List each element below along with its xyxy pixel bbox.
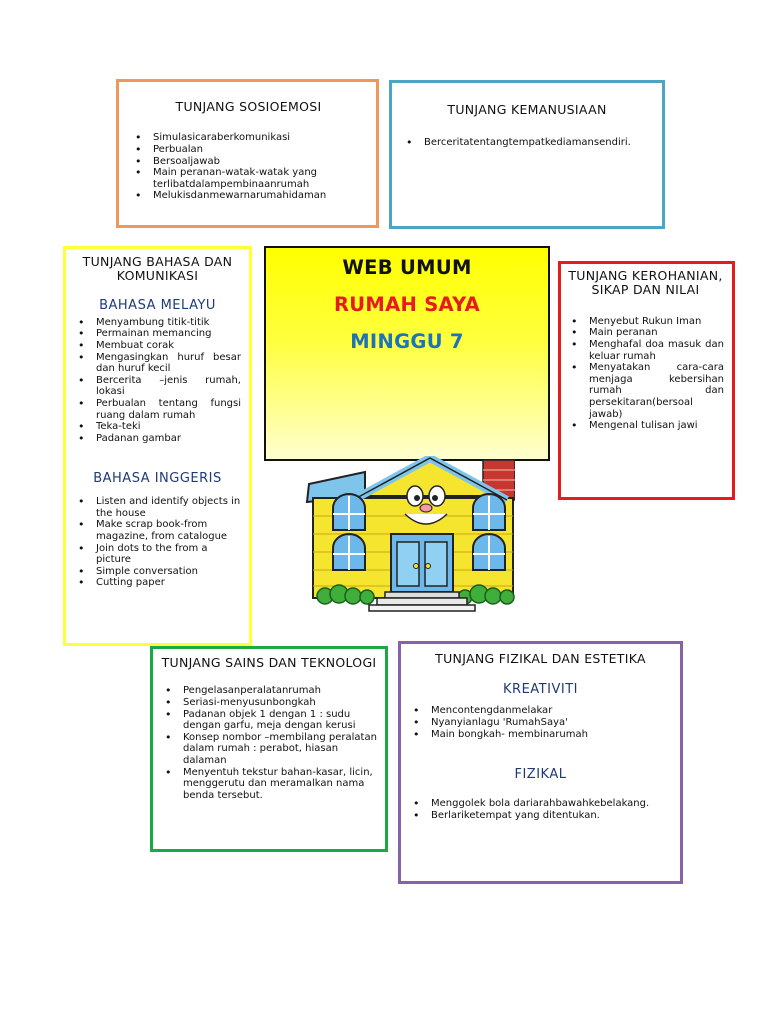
kerohanian-box bbox=[558, 261, 735, 500]
list-item: • Main bongkah- membinarumah bbox=[431, 729, 672, 741]
list-item: • Melukisdanmewarnarumahidaman bbox=[153, 190, 366, 202]
kerohanian-title: TUNJANG KEROHANIAN, SIKAP DAN NILAI bbox=[568, 268, 723, 298]
kemanusiaan-list bbox=[402, 137, 652, 149]
kreativiti-title: KREATIVITI bbox=[503, 682, 578, 698]
list-item: • Cutting paper bbox=[96, 577, 241, 589]
list-item: • Padanan gambar bbox=[96, 433, 241, 445]
bahasa-inggeris-list bbox=[74, 496, 241, 589]
fizikal-title: TUNJANG FIZIKAL DAN ESTETIKA bbox=[435, 651, 646, 666]
sains-list bbox=[161, 685, 377, 801]
fizikal-subtitle: FIZIKAL bbox=[514, 767, 567, 783]
bahasa-inggeris-title: BAHASA INGGERIS bbox=[93, 471, 222, 487]
sosioemosi-box bbox=[116, 79, 379, 228]
web-umum-heading: WEB UMUM bbox=[342, 256, 472, 279]
list-item: • Berlariketempat yang ditentukan. bbox=[431, 810, 672, 822]
list-item: • Mengasingkan huruf besar dan huruf kecil bbox=[96, 352, 241, 375]
sosioemosi-title: TUNJANG SOSIOEMOSI bbox=[175, 99, 322, 114]
bahasa-box bbox=[63, 246, 252, 646]
list-item: • Mencontengdanmelakar bbox=[431, 705, 672, 717]
list-item: • Mengenal tulisan jawi bbox=[589, 420, 724, 432]
list-item: • Berceritatentangtempatkediamansendiri. bbox=[424, 137, 652, 149]
list-item: • Listen and identify objects in the house bbox=[96, 496, 241, 519]
list-item: • Seriasi-menyusunbongkah bbox=[183, 697, 377, 709]
list-item: • Bersoaljawab bbox=[153, 156, 366, 168]
minggu-heading: MINGGU 7 bbox=[350, 330, 464, 353]
list-item: • Menghafal doa masuk dan keluar rumah bbox=[589, 339, 724, 362]
list-item: • Menggolek bola dariarahbawahkebelakang. bbox=[431, 798, 672, 810]
sains-box bbox=[150, 646, 388, 852]
list-item: • Simple conversation bbox=[96, 566, 241, 578]
bahasa-melayu-title: BAHASA MELAYU bbox=[99, 297, 216, 313]
list-item: • Join dots to the from a picture bbox=[96, 543, 241, 566]
list-item: • Main peranan bbox=[589, 327, 724, 339]
bahasa-melayu-list bbox=[74, 317, 241, 445]
list-item: • Perbualan tentang fungsi ruang dalam rumah bbox=[96, 398, 241, 421]
kreativiti-list bbox=[409, 705, 672, 740]
list-item: • Main peranan-watak-watak yang terlibatdalampembinaanrumah bbox=[153, 167, 366, 190]
list-item: • Bercerita –jenis rumah, lokasi bbox=[96, 375, 241, 398]
sosioemosi-list bbox=[131, 132, 366, 202]
rumah-saya-heading: RUMAH SAYA bbox=[333, 293, 481, 316]
web-umum-box bbox=[264, 246, 550, 461]
list-item: • Padanan objek 1 dengan 1 : sudu dengan garfu, meja dengan kerusi bbox=[183, 709, 377, 732]
list-item: • Teka-teki bbox=[96, 421, 241, 433]
list-item: • Make scrap book-from magazine, from catalogue bbox=[96, 519, 241, 542]
list-item: • Pengelasanperalatanrumah bbox=[183, 685, 377, 697]
fizikal-list bbox=[409, 798, 672, 821]
list-item: • Menyentuh tekstur bahan-kasar, licin, menggerutu dan meramalkan nama benda tersebut. bbox=[183, 767, 377, 802]
kemanusiaan-title: TUNJANG KEMANUSIAAN bbox=[447, 102, 607, 117]
list-item: • Permainan memancing bbox=[96, 328, 241, 340]
list-item: • Nyanyianlagu 'RumahSaya' bbox=[431, 717, 672, 729]
house-illustration bbox=[305, 456, 515, 612]
fizikal-box bbox=[398, 641, 683, 884]
list-item: • Simulasicaraberkomunikasi bbox=[153, 132, 366, 144]
list-item: • Menyambung titik-titik bbox=[96, 317, 241, 329]
list-item: • Membuat corak bbox=[96, 340, 241, 352]
kerohanian-list bbox=[567, 316, 724, 432]
bahasa-title: TUNJANG BAHASA DAN KOMUNIKASI bbox=[82, 254, 233, 284]
list-item: • Menyatakan cara-cara menjaga kebersihan rumah dan persekitaran(bersoal jawab) bbox=[589, 362, 724, 420]
list-item: • Perbualan bbox=[153, 144, 366, 156]
list-item: • Menyebut Rukun Iman bbox=[589, 316, 724, 328]
kemanusiaan-box bbox=[389, 80, 665, 229]
list-item: • Konsep nombor –membilang peralatan dalam rumah : perabot, hiasan dalaman bbox=[183, 732, 377, 767]
sains-title: TUNJANG SAINS DAN TEKNOLOGI bbox=[161, 655, 377, 670]
